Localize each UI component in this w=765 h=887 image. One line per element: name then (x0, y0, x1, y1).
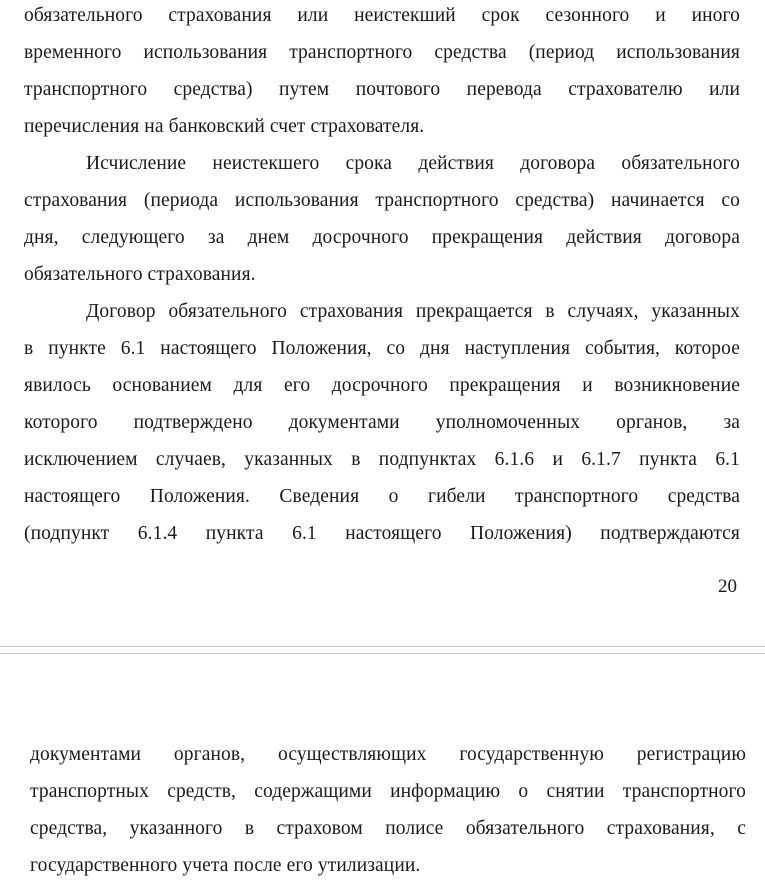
text-line: явилось основанием для его досрочного прекращения и возникновение (24, 375, 740, 396)
text-line: дня, следующего за днем досрочного прекращения действия договора (24, 227, 740, 248)
text-line: (подпункт 6.1.4 пункта 6.1 настоящего Положения) подтверждаются (24, 523, 740, 544)
paragraph-continuation-bottom (30, 736, 746, 884)
page-number: 20 (718, 576, 737, 597)
text-line: Исчисление неистекшего срока действия договора обязательного (86, 153, 740, 174)
text-line: документами органов, осуществляющих государственную регистрацию (30, 744, 746, 765)
document-page-bottom (0, 654, 765, 887)
page-bottom-body (30, 736, 746, 884)
text-line: исключением случаев, указанных в подпунктах 6.1.6 и 6.1.7 пункта 6.1 (24, 449, 740, 470)
text-line: настоящего Положения. Сведения о гибели транспортного средства (24, 486, 740, 507)
paragraph-continuation-top (24, 0, 740, 145)
page-top-body (24, 0, 740, 552)
paragraph-termination (24, 293, 740, 552)
page-separator (0, 646, 765, 654)
text-line: обязательного страхования. (24, 264, 256, 285)
text-line: транспортного средства) путем почтового перевода страхователю или (24, 79, 740, 100)
text-line: Договор обязательного страхования прекращается в случаях, указанных (86, 301, 740, 322)
text-line: страхования (периода использования транспортного средства) начинается со (24, 190, 740, 211)
text-line: транспортных средств, содержащими информацию о снятии транспортного (30, 781, 746, 802)
text-line: которого подтверждено документами уполномоченных органов, за (24, 412, 740, 433)
text-line: средства, указанного в страховом полисе обязательного страхования, с (30, 818, 746, 839)
text-line: временного использования транспортного средства (период использования (24, 42, 740, 63)
text-line: государственного учета после его утилизации. (30, 855, 421, 876)
paragraph-calculation (24, 145, 740, 293)
text-line: в пункте 6.1 настоящего Положения, со дня наступления события, которое (24, 338, 740, 359)
text-line: обязательного страхования или неистекший срок сезонного и иного (24, 5, 740, 26)
text-line: перечисления на банковский счет страхователя. (24, 116, 425, 137)
